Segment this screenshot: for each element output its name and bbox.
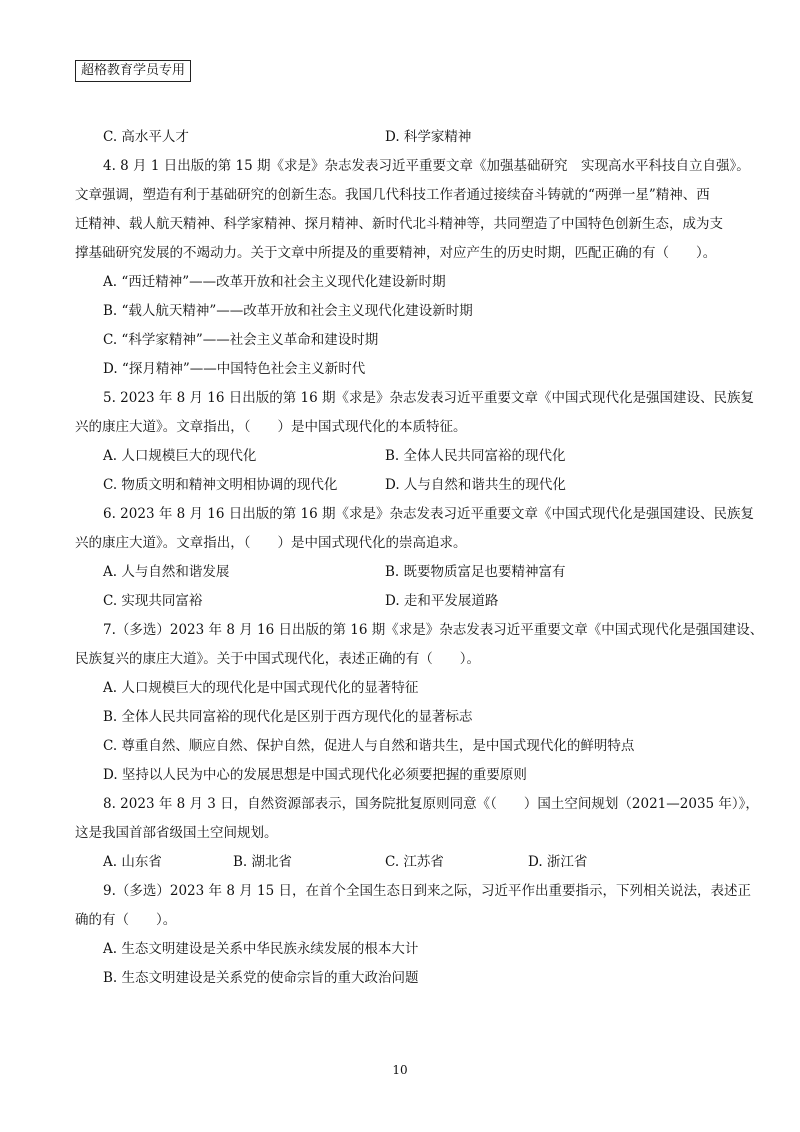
q4-option-a: A. “西迁精神”——改革开放和社会主义现代化建设新时期 <box>103 274 446 290</box>
q8-option-d: D. 浙江省 <box>528 854 588 870</box>
q4-stem-line-3: 迁精神、载人航天精神、科学家精神、探月精神、新时代北斗精神等，共同塑造了中国特色创新生态，成为支 <box>75 216 723 232</box>
q6-options-ab <box>75 558 730 587</box>
q5-option-d: D. 人与自然和谐共生的现代化 <box>385 477 566 493</box>
q7-stem-line-2: 民族复兴的康庄大道》。关于中国式现代化，表述正确的有（ ）。 <box>75 651 480 667</box>
q5-options-ab <box>75 442 730 471</box>
q7-option-c: C. 尊重自然、顺应自然、保护自然，促进人与自然和谐共生，是中国式现代化的鲜明特点 <box>103 738 635 754</box>
q8-stem-line-1: 8. 2023 年 8 月 3 日，自然资源部表示，国务院批复原则同意《（ ）国土空间规划（2021—2035 年）》， <box>103 796 759 812</box>
q4-stem-line-4: 撑基础研究发展的不竭动力。关于文章中所提及的重要精神，对应产生的历史时期，匹配正确的有（ ）。 <box>75 245 717 261</box>
q7-option-b: B. 全体人民共同富裕的现代化是区别于西方现代化的显著标志 <box>103 709 473 725</box>
q4-stem-line-2: 文章强调，塑造有利于基础研究的创新生态。我国几代科技工作者通过接续奋斗铸就的“两弹一星”精神、西 <box>75 187 710 203</box>
q4-option-b: B. “载人航天精神”——改革开放和社会主义现代化建设新时期 <box>103 303 473 319</box>
q8-option-c: C. 江苏省 <box>385 854 444 870</box>
q8-options <box>75 848 730 877</box>
q3-option-d: D. 科学家精神 <box>385 129 472 145</box>
q5-stem-line-2: 兴的康庄大道》。文章指出，（ ）是中国式现代化的本质特征。 <box>75 419 467 435</box>
q4-option-d: D. “探月精神”——中国特色社会主义新时代 <box>103 361 366 377</box>
q9-option-b: B. 生态文明建设是关系党的使命宗旨的重大政治问题 <box>103 970 419 986</box>
q6-stem-line-2: 兴的康庄大道》。文章指出，（ ）是中国式现代化的崇高追求。 <box>75 535 467 551</box>
question-content <box>75 123 764 993</box>
q6-option-b: B. 既要物质富足也要精神富有 <box>385 564 566 580</box>
q7-option-d: D. 坚持以人民为中心的发展思想是中国式现代化必须要把握的重要原则 <box>103 767 527 783</box>
q5-option-b: B. 全体人民共同富裕的现代化 <box>385 448 566 464</box>
q3-option-c: C. 高水平人才 <box>103 129 189 145</box>
header-stamp: 超格教育学员专用 <box>75 60 191 82</box>
q8-option-a: A. 山东省 <box>103 854 162 870</box>
q5-option-a: A. 人口规模巨大的现代化 <box>103 448 257 464</box>
q8-stem-line-2: 这是我国首部省级国土空间规划。 <box>75 825 278 841</box>
q3-options-cd <box>75 123 730 152</box>
q6-option-a: A. 人与自然和谐发展 <box>103 564 230 580</box>
q6-option-d: D. 走和平发展道路 <box>385 593 499 609</box>
q8-option-b: B. 湖北省 <box>233 854 293 870</box>
q9-stem-line-2: 确的有（ ）。 <box>75 912 177 928</box>
q7-stem-line-1: 7.（多选）2023 年 8 月 16 日出版的第 16 期《求是》杂志发表习近平重要文章《中国式现代化是强国建设、 <box>103 622 764 638</box>
q5-options-cd <box>75 471 730 500</box>
q6-stem-line-1: 6. 2023 年 8 月 16 日出版的第 16 期《求是》杂志发表习近平重要文章《中国式现代化是强国建设、民族复 <box>103 506 755 522</box>
q7-option-a: A. 人口规模巨大的现代化是中国式现代化的显著特征 <box>103 680 419 696</box>
q6-option-c: C. 实现共同富裕 <box>103 593 203 609</box>
q9-option-a: A. 生态文明建设是关系中华民族永续发展的根本大计 <box>103 941 419 957</box>
q5-stem-line-1: 5. 2023 年 8 月 16 日出版的第 16 期《求是》杂志发表习近平重要文章《中国式现代化是强国建设、民族复 <box>103 390 755 406</box>
page-number: 10 <box>392 1063 408 1077</box>
q9-stem-line-1: 9.（多选）2023 年 8 月 15 日，在首个全国生态日到来之际，习近平作出重要指示，下列相关说法，表述正 <box>103 883 751 899</box>
q4-stem-line-1: 4. 8 月 1 日出版的第 15 期《求是》杂志发表习近平重要文章《加强基础研究 实现高水平科技自立自强》。 <box>103 158 750 174</box>
q5-option-c: C. 物质文明和精神文明相协调的现代化 <box>103 477 338 493</box>
q4-option-c: C. “科学家精神”——社会主义革命和建设时期 <box>103 332 379 348</box>
q6-options-cd <box>75 587 730 616</box>
